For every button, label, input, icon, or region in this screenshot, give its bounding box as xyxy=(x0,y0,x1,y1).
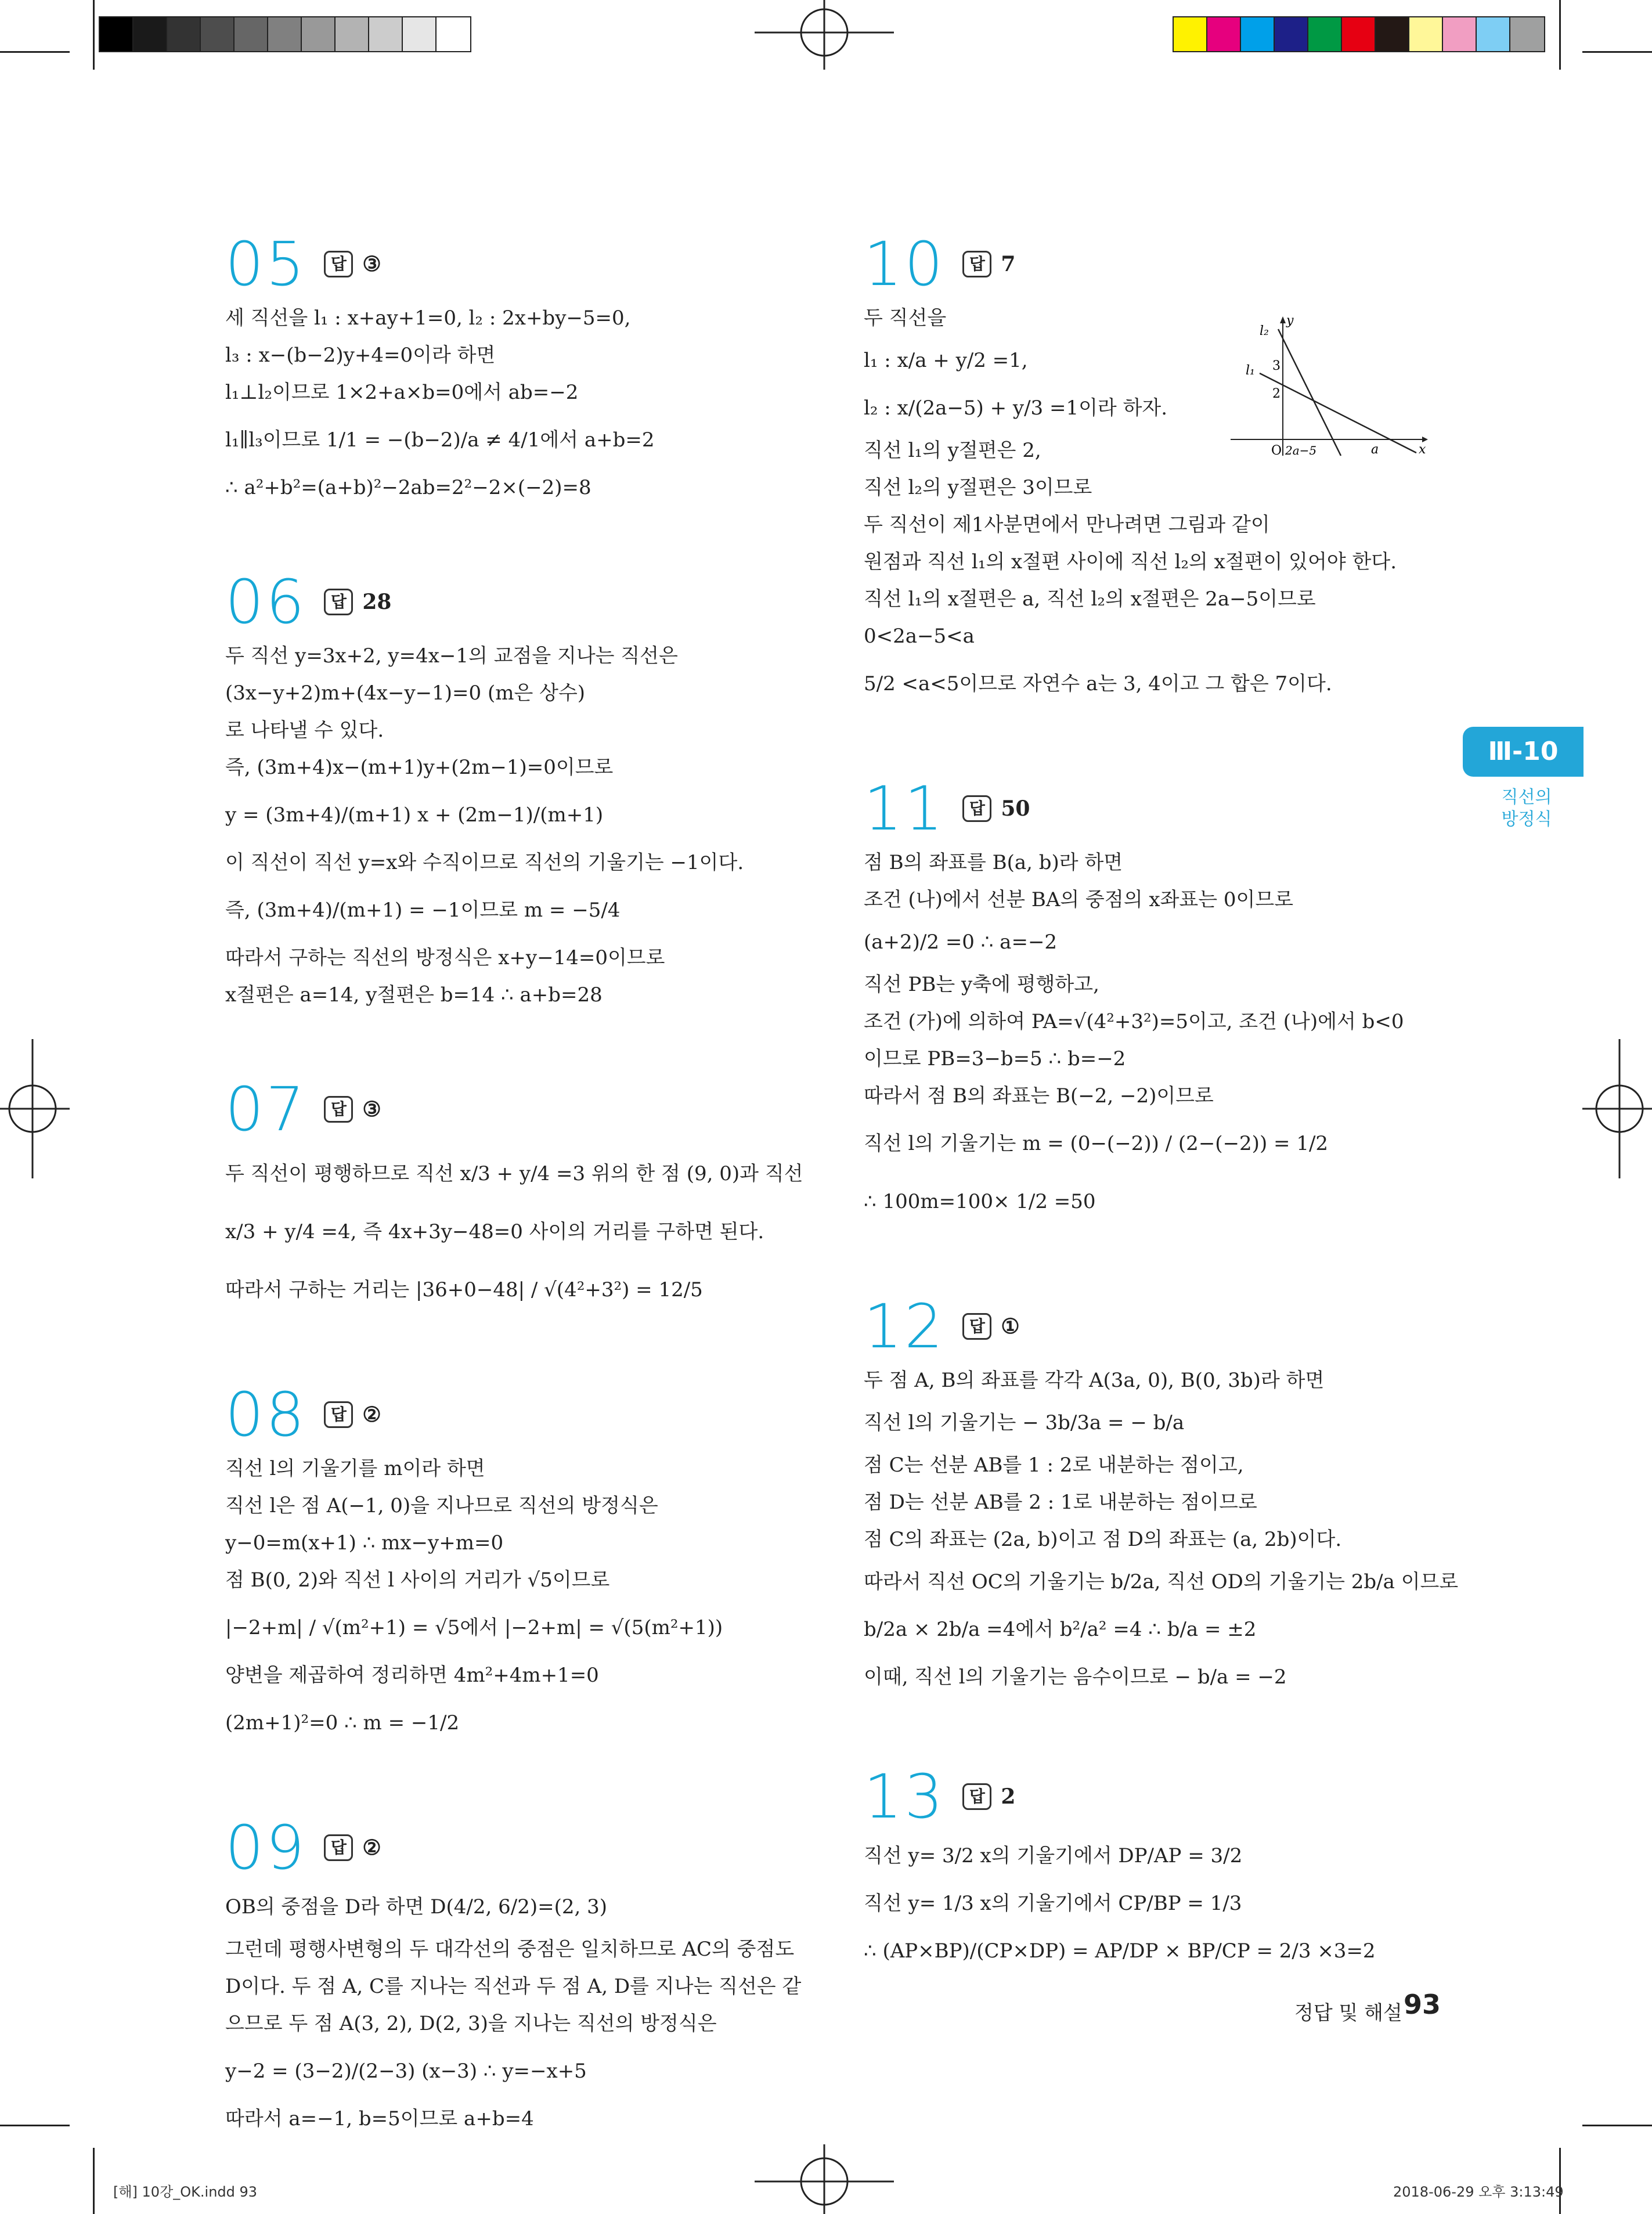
solution-line: 직선 l의 기울기를 m이라 하면 xyxy=(225,1457,485,1480)
chapter-tab: Ⅲ-10 xyxy=(1463,727,1584,777)
answer-badge: 답 xyxy=(324,1401,353,1428)
question-11 xyxy=(864,773,1450,1231)
solution-line: OB의 중점을 D라 하면 D(4/2, 6/2)=(2, 3) xyxy=(225,1895,607,1919)
question-09 xyxy=(225,1812,806,2137)
crop-mark xyxy=(0,2125,70,2126)
solution-line: D이다. 두 점 A, C를 지나는 직선과 두 점 A, D를 지나는 직선은 같 xyxy=(225,1975,802,1998)
label-y-3: 3 xyxy=(1272,359,1281,373)
solution-line: l₂ : x/(2a−5) + y/3 =1이라 하자. xyxy=(864,396,1168,420)
question-number: 10 xyxy=(864,229,946,300)
question-number: 08 xyxy=(225,1379,307,1450)
color-swatch xyxy=(1443,17,1477,51)
gray-swatch xyxy=(100,17,134,51)
color-swatch xyxy=(1409,17,1443,51)
solution-line: 직선 l₂의 y절편은 3이므로 xyxy=(864,476,1092,499)
question-header xyxy=(225,1812,806,1883)
gray-swatch xyxy=(336,17,369,51)
solution-line: 조건 (나)에서 선분 BA의 중점의 x좌표는 0이므로 xyxy=(864,888,1294,911)
question-12 xyxy=(864,1291,1459,1701)
solution-line: 그런데 평행사변형의 두 대각선의 중점은 일치하므로 AC의 중점도 xyxy=(225,1938,795,1961)
solution-line: (3x−y+2)m+(4x−y−1)=0 (m은 상수) xyxy=(225,681,586,705)
color-swatch xyxy=(1207,17,1241,51)
gray-swatch xyxy=(201,17,235,51)
color-swatch xyxy=(1275,17,1308,51)
y-axis-arrow xyxy=(1280,316,1286,323)
solution-line: 으므로 두 점 A(3, 2), D(2, 3)을 지나는 직선의 방정식은 xyxy=(225,2012,717,2035)
label-y-axis: y xyxy=(1286,313,1294,328)
crop-mark xyxy=(1582,51,1652,53)
label-y-2: 2 xyxy=(1272,387,1281,401)
answer-value: 28 xyxy=(362,590,392,614)
answer-value: ② xyxy=(362,1836,381,1860)
gray-swatch xyxy=(134,17,167,51)
line-l2 xyxy=(1278,329,1341,456)
solution-line: 즉, (3m+4)x−(m+1)y+(2m−1)=0이므로 xyxy=(225,756,614,779)
solution-line: 두 직선 y=3x+2, y=4x−1의 교점을 지나는 직선은 xyxy=(225,644,678,668)
footer-label: 정답 및 해설 xyxy=(1294,2002,1402,2025)
solution-line: 이때, 직선 l의 기울기는 음수이므로 − b/a = −2 xyxy=(864,1665,1287,1689)
question-header xyxy=(225,1379,806,1450)
solution-line: 이므로 PB=3−b=5 ∴ b=−2 xyxy=(864,1047,1126,1070)
solution-line: 직선 l₁의 y절편은 2, xyxy=(864,439,1041,462)
solution-line: y−2 = (3−2)/(2−3) (x−3) ∴ y=−x+5 xyxy=(225,2060,587,2083)
solution-line: 0<2a−5<a xyxy=(864,625,975,648)
color-swatch xyxy=(1174,17,1207,51)
answer-badge: 답 xyxy=(962,1313,991,1340)
solution-line: 직선 y= 1/3 x의 기울기에서 CP/BP = 1/3 xyxy=(864,1892,1242,1915)
crop-mark xyxy=(1582,2125,1652,2126)
chapter-label-line: 방정식 xyxy=(1501,809,1552,830)
slug-filename: [해] 10강_OK.indd 93 xyxy=(113,2184,258,2200)
answer-badge: 답 xyxy=(324,589,353,615)
label-x-2a-5: 2a−5 xyxy=(1285,443,1317,457)
question-10 xyxy=(864,229,1450,713)
solution-line: 점 B(0, 2)와 직선 l 사이의 거리가 √5이므로 xyxy=(225,1568,610,1592)
answer-value: 2 xyxy=(1001,1784,1016,1809)
answer-badge: 답 xyxy=(962,251,991,277)
solution-line: ∴ a²+b²=(a+b)²−2ab=2²−2×(−2)=8 xyxy=(225,476,591,499)
question-05 xyxy=(225,229,806,506)
question-13 xyxy=(864,1761,1450,1975)
gray-swatch xyxy=(403,17,437,51)
question-header xyxy=(864,229,1450,300)
solution-line: 5/2 <a<5이므로 자연수 a는 3, 4이고 그 합은 7이다. xyxy=(864,672,1332,695)
solution-line: 로 나타낼 수 있다. xyxy=(225,719,384,742)
solution-line: ∴ 100m=100× 1/2 =50 xyxy=(864,1190,1096,1213)
right-column xyxy=(864,229,1459,2039)
gray-swatch xyxy=(167,17,201,51)
color-swatch xyxy=(1477,17,1510,51)
answer-badge: 답 xyxy=(962,795,991,822)
answer-value: ③ xyxy=(362,252,381,276)
color-swatch xyxy=(1241,17,1275,51)
label-x-a: a xyxy=(1371,442,1379,457)
question-number: 12 xyxy=(864,1291,946,1362)
question-header xyxy=(864,1761,1450,1832)
solution-line: 직선 PB는 y축에 평행하고, xyxy=(864,973,1099,996)
solution-line: ∴ (AP×BP)/(CP×DP) = AP/DP × BP/CP = 2/3 ×3=2 xyxy=(864,1939,1376,1963)
left-column xyxy=(225,229,806,2201)
gray-swatch xyxy=(268,17,302,51)
question-header xyxy=(225,1074,806,1145)
gray-swatch xyxy=(235,17,268,51)
x-axis-arrow xyxy=(1422,437,1428,442)
color-bar xyxy=(1173,16,1545,52)
crop-mark xyxy=(93,2148,95,2214)
solution-line: x절편은 a=14, y절편은 b=14 ∴ a+b=28 xyxy=(225,983,603,1007)
solution-line: (2m+1)²=0 ∴ m = −1/2 xyxy=(225,1711,460,1735)
question-number: 07 xyxy=(225,1074,307,1145)
solution-line: 직선 l의 기울기는 − 3b/3a = − b/a xyxy=(864,1411,1185,1434)
solution-line: 점 C는 선분 AB를 1 : 2로 내분하는 점이고, xyxy=(864,1454,1244,1477)
solution-line: 따라서 구하는 거리는 |36+0−48| / √(4²+3²) = 12/5 xyxy=(225,1278,703,1301)
solution-line: 두 직선이 평행하므로 직선 x/3 + y/4 =3 위의 한 점 (9, 0)과 직선 xyxy=(225,1162,803,1185)
solution-line: 두 직선을 xyxy=(864,307,947,330)
grayscale-bar xyxy=(99,16,471,52)
solution-line: l₁ : x/a + y/2 =1, xyxy=(864,349,1028,372)
solution-line: 직선 y= 3/2 x의 기울기에서 DP/AP = 3/2 xyxy=(864,1844,1243,1867)
crop-mark xyxy=(93,0,95,70)
solution-line: x/3 + y/4 =4, 즉 4x+3y−48=0 사이의 거리를 구하면 된다. xyxy=(225,1220,764,1243)
answer-value: ② xyxy=(362,1402,381,1427)
solution-line: 직선 l₁의 x절편은 a, 직선 l₂의 x절편은 2a−5이므로 xyxy=(864,587,1316,611)
answer-badge: 답 xyxy=(324,251,353,277)
solution-line: 점 D는 선분 AB를 2 : 1로 내분하는 점이므로 xyxy=(864,1491,1257,1514)
color-swatch xyxy=(1510,17,1544,51)
gray-swatch xyxy=(302,17,336,51)
answer-value: ① xyxy=(1001,1314,1020,1339)
registration-mark-right xyxy=(1582,1039,1652,1178)
solution-line: 점 C의 좌표는 (2a, b)이고 점 D의 좌표는 (a, 2b)이다. xyxy=(864,1528,1342,1551)
q10-graph xyxy=(1225,311,1434,461)
gray-swatch xyxy=(437,17,470,51)
chapter-label-line: 직선의 xyxy=(1501,787,1552,807)
solution-line: 이 직선이 직선 y=x와 수직이므로 직선의 기울기는 −1이다. xyxy=(225,851,744,874)
solution-line: 직선 l의 기울기는 m = (0−(−2)) / (2−(−2)) = 1/2 xyxy=(864,1132,1329,1155)
slug-timestamp: 2018-06-29 오후 3:13:49 xyxy=(1393,2184,1564,2200)
answer-value: ③ xyxy=(362,1097,381,1122)
page-number: 93 xyxy=(1404,1989,1441,2020)
question-08 xyxy=(225,1379,806,1752)
label-origin: O xyxy=(1271,443,1282,458)
registration-mark-left xyxy=(0,1039,70,1178)
gray-swatch xyxy=(369,17,403,51)
question-header xyxy=(864,773,1450,844)
solution-line: 두 직선이 제1사분면에서 만나려면 그림과 같이 xyxy=(864,513,1270,536)
solution-line: y−0=m(x+1) ∴ mx−y+m=0 xyxy=(225,1531,504,1555)
answer-badge: 답 xyxy=(962,1783,991,1810)
solution-line: 따라서 직선 OC의 기울기는 b/2a, 직선 OD의 기울기는 2b/a 이므로 xyxy=(864,1570,1459,1593)
chapter-label xyxy=(1469,787,1585,831)
solution-line: |−2+m| / √(m²+1) = √5에서 |−2+m| = √(5(m²+1)) xyxy=(225,1616,723,1639)
question-number: 13 xyxy=(864,1761,946,1832)
answer-value: 50 xyxy=(1001,796,1030,821)
solution-line: 양변을 제곱하여 정리하면 4m²+4m+1=0 xyxy=(225,1664,599,1687)
question-header xyxy=(225,567,806,637)
question-number: 09 xyxy=(225,1812,307,1883)
color-swatch xyxy=(1376,17,1409,51)
solution-line: 따라서 구하는 직선의 방정식은 x+y−14=0이므로 xyxy=(225,946,665,969)
question-number: 11 xyxy=(864,773,946,844)
solution-line: 따라서 점 B의 좌표는 B(−2, −2)이므로 xyxy=(864,1084,1214,1108)
question-number: 05 xyxy=(225,229,307,300)
answer-badge: 답 xyxy=(324,1096,353,1123)
solution-line: 두 점 A, B의 좌표를 각각 A(3a, 0), B(0, 3b)라 하면 xyxy=(864,1369,1325,1392)
crop-mark xyxy=(1559,0,1561,70)
answer-badge: 답 xyxy=(324,1834,353,1861)
question-header xyxy=(225,229,806,300)
label-l1: l₁ xyxy=(1246,363,1255,378)
registration-mark-top xyxy=(755,0,894,70)
solution-line: l₃ : x−(b−2)y+4=0이라 하면 xyxy=(225,344,496,367)
label-l2: l₂ xyxy=(1260,324,1269,338)
solution-line: 따라서 a=−1, b=5이므로 a+b=4 xyxy=(225,2107,534,2130)
color-swatch xyxy=(1342,17,1376,51)
solution-line: y = (3m+4)/(m+1) x + (2m−1)/(m+1) xyxy=(225,803,604,827)
solution-line: l₁⊥l₂이므로 1×2+a×b=0에서 ab=−2 xyxy=(225,381,579,404)
answer-value: 7 xyxy=(1001,252,1016,276)
crop-mark xyxy=(0,51,70,53)
question-header xyxy=(864,1291,1450,1362)
question-06 xyxy=(225,567,806,1014)
solution-line: 직선 l은 점 A(−1, 0)을 지나므로 직선의 방정식은 xyxy=(225,1494,658,1517)
question-07 xyxy=(225,1074,806,1319)
solution-line: l₁∥l₃이므로 1/1 = −(b−2)/a ≠ 4/1에서 a+b=2 xyxy=(225,428,655,452)
question-number: 06 xyxy=(225,567,307,637)
solution-line: (a+2)/2 =0 ∴ a=−2 xyxy=(864,931,1058,954)
solution-line: 즉, (3m+4)/(m+1) = −1이므로 m = −5/4 xyxy=(225,899,621,922)
solution-line: 점 B의 좌표를 B(a, b)라 하면 xyxy=(864,851,1123,874)
solution-line: b/2a × 2b/a =4에서 b²/a² =4 ∴ b/a = ±2 xyxy=(864,1618,1257,1641)
solution-line: 세 직선을 l₁ : x+ay+1=0, l₂ : 2x+by−5=0, xyxy=(225,307,631,330)
color-swatch xyxy=(1308,17,1342,51)
solution-line: 원점과 직선 l₁의 x절편 사이에 직선 l₂의 x절편이 있어야 한다. xyxy=(864,550,1397,574)
solution-line: 조건 (가)에 의하여 PA=√(4²+3²)=5이고, 조건 (나)에서 b<0 xyxy=(864,1010,1404,1033)
label-x-axis: x xyxy=(1419,442,1426,457)
